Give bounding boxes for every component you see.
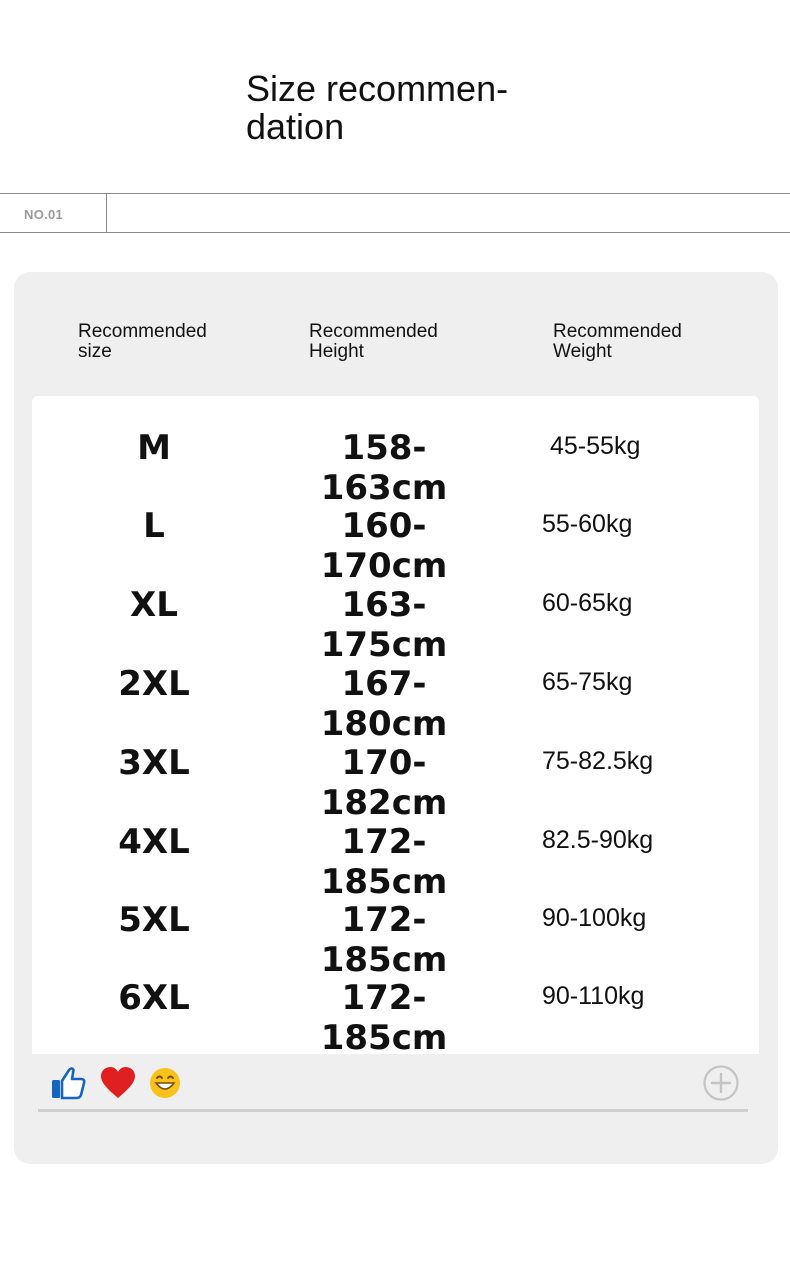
page-title: [246, 70, 566, 146]
header-height: [309, 322, 438, 362]
size-table: [32, 396, 759, 1058]
section-number: NO.01: [24, 207, 64, 222]
weight-cell: 75-82.5kg: [542, 747, 654, 775]
header-weight-line-2: Weight: [553, 341, 612, 362]
title-line-1: Size recommen-: [246, 68, 509, 109]
weight-cell: 60-65kg: [542, 589, 633, 617]
size-cell: 3XL: [118, 743, 190, 783]
size-cell: L: [143, 506, 165, 546]
grinning-face-icon[interactable]: [148, 1066, 182, 1105]
section-divider: [106, 194, 107, 233]
header-height-line-1: Recommended: [309, 321, 438, 342]
size-cell: 2XL: [118, 664, 190, 704]
weight-cell: 55-60kg: [542, 510, 633, 538]
height-cell: 167-180cm: [320, 664, 448, 744]
reaction-divider: [38, 1109, 748, 1112]
height-cell: 170-182cm: [320, 743, 448, 823]
height-cell: 158-163cm: [320, 428, 448, 508]
weight-cell: 90-100kg: [542, 904, 647, 932]
table-row: [32, 410, 759, 508]
thumbs-up-icon[interactable]: [50, 1066, 86, 1105]
height-cell: 163-175cm: [320, 585, 448, 665]
size-cell: XL: [130, 585, 178, 625]
height-cell: 172-185cm: [320, 822, 448, 902]
header-weight: [553, 322, 682, 362]
header-size-line-2: size: [78, 341, 112, 362]
size-cell: M: [137, 428, 171, 468]
header-size-line-1: Recommended: [78, 321, 207, 342]
table-row: [32, 488, 759, 586]
size-cell: 6XL: [118, 978, 190, 1018]
size-cell: 4XL: [118, 822, 190, 862]
heart-icon[interactable]: [100, 1066, 136, 1105]
weight-cell: 82.5-90kg: [542, 826, 654, 854]
table-row: [32, 646, 759, 744]
table-row: [32, 960, 759, 1058]
header-size: [78, 322, 207, 362]
size-chart-card: [14, 272, 778, 1164]
plus-circle-icon[interactable]: [702, 1064, 740, 1107]
height-cell: 172-185cm: [320, 978, 448, 1058]
weight-cell: 90-110kg: [542, 982, 645, 1010]
table-row: [32, 804, 759, 902]
weight-cell: 65-75kg: [542, 668, 633, 696]
height-cell: 172-185cm: [320, 900, 448, 980]
table-row: [32, 567, 759, 665]
height-cell: 160-170cm: [320, 506, 448, 586]
size-cell: 5XL: [118, 900, 190, 940]
header-height-line-2: Height: [309, 341, 364, 362]
title-line-2: dation: [246, 106, 345, 147]
table-row: [32, 882, 759, 980]
header-weight-line-1: Recommended: [553, 321, 682, 342]
reaction-bar: [32, 1056, 759, 1112]
section-bar: [0, 193, 790, 233]
weight-cell: 45-55kg: [550, 432, 641, 460]
table-row: [32, 725, 759, 823]
